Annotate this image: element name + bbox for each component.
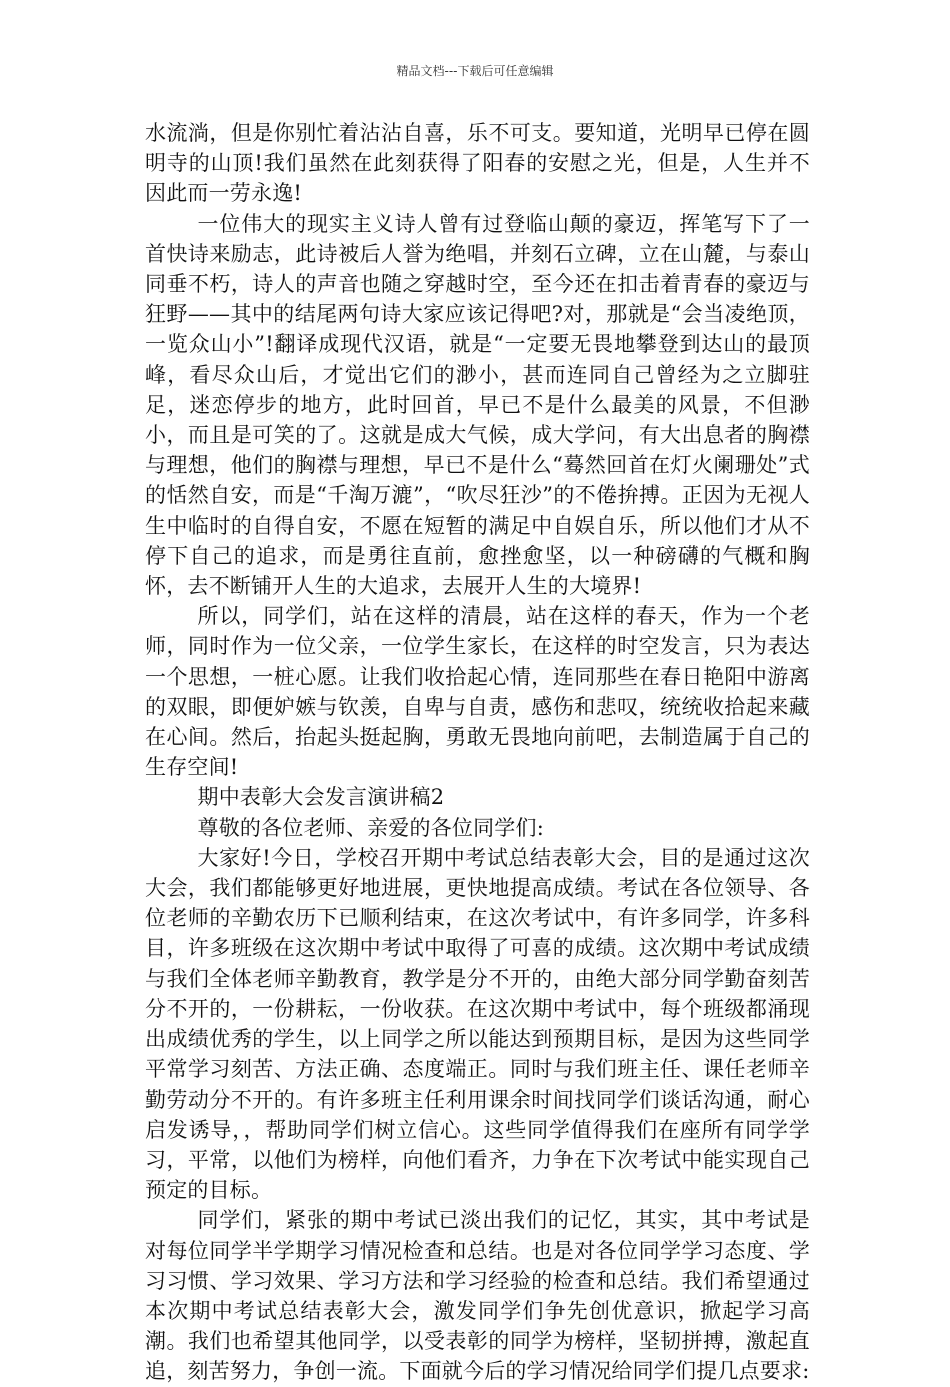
paragraph: 一位伟大的现实主义诗人曾有过登临山颠的豪迈，挥笔写下了一首快诗来励志，此诗被后人誉为绝唱，并刻石立碑，立在山麓，与泰山同垂不朽，诗人的声音也随之穿越时空，至今还在扣击着青春的豪迈与狂野——其中的结尾两句诗大家应该记得吧?对，那就是“会当凌绝顶，一览众山小”!翻译成现代汉语，就是“一定要无畏地攀登到达山的最顶峰，看尽众山后，才觉出它们的渺小，甚而连同自己曾经为之立脚驻足，迷恋停步的地方，此时回首，早已不是什么最美的风景，不但渺小，而且是可笑的了。这就是成大气候，成大学问，有大出息者的胸襟与理想，他们的胸襟与理想，早已不是什么“蓦然回首在灯火阑珊处”式的恬然自安，而是“千淘万漉”，“吹尽狂沙”的不倦拚搏。正因为无视人生中临时的自得自安，不愿在短暂的满足中自娱自乐，所以他们才从不停下自己的追求，而是勇往直前，愈挫愈坚，以一种磅礴的气概和胸怀，去不断铺开人生的大追求，去展开人生的大境界! bbox=[145, 211, 810, 599]
salutation: 尊敬的各位老师、亲爱的各位同学们: bbox=[197, 815, 544, 840]
paragraph: 水流淌，但是你别忙着沾沾自喜，乐不可支。要知道，光明早已停在圆明寺的山顶!我们虽然在此刻获得了阳春的安慰之光，但是，人生并不因此而一劳永逸! bbox=[145, 121, 810, 206]
section-title: 期中表彰大会发言演讲稿2 bbox=[197, 785, 445, 810]
page-header: 精品文档---下载后可任意编辑 bbox=[396, 64, 554, 78]
paragraph: 同学们，紧张的期中考试已淡出我们的记忆，其实，其中考试是对每位同学半学期学习情况检查和总结。也是对各位同学学习态度、学习习惯、学习效果、学习方法和学习经验的检查和总结。我们希望通过本次期中考试总结表彰大会，激发同学们争先创优意识，掀起学习高潮。我们也希望其他同学，以受表彰的同学为榜样，坚韧拼搏，激起直追，刻苦努力，争创一流。下面就今后的学习情况给同学们提几点要求: bbox=[145, 1208, 810, 1384]
paragraph: 大家好!今日，学校召开期中考试总结表彰大会，目的是通过这次大会，我们都能够更好地进展，更快地提高成绩。考试在各位领导、各位老师的辛勤农历下已顺利结束，在这次考试中，有许多同学，许多科目，许多班级在这次期中考试中取得了可喜的成绩。这次期中考试成绩与我们全体老师辛勤教育，教学是分不开的，由绝大部分同学勤奋刻苦分不开的，一份耕耘，一份收获。在这次期中考试中，每个班级都涌现出成绩优秀的学生，以上同学之所以能达到预期目标，是因为这些同学平常学习刻苦、方法正确、态度端正。同时与我们班主任、课任老师辛勤劳动分不开的。有许多班主任利用课余时间找同学们谈话沟通，耐心启发诱导，，帮助同学们树立信心。这些同学值得我们在座所有同学学习，平常，以他们为榜样，向他们看齐，力争在下次考试中能实现自己预定的目标。 bbox=[145, 845, 810, 1203]
document-body bbox=[145, 118, 810, 1387]
paragraph: 所以，同学们，站在这样的清晨，站在这样的春天，作为一个老师，同时作为一位父亲，一位学生家长，在这样的时空发言，只为表达一个思想，一桩心愿。让我们收拾起心情，连同那些在春日艳阳中游离的双眼，即便妒嫉与钦羡，自卑与自责，感伤和悲叹，统统收拾起来藏在心间。然后，抬起头挺起胸，勇敢无畏地向前吧，去制造属于自己的生存空间! bbox=[145, 604, 810, 780]
